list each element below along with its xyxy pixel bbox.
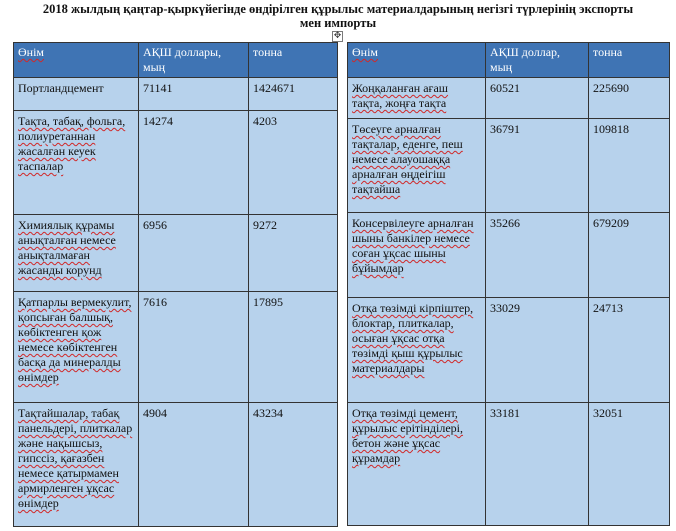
cell-usd: 14274 (139, 111, 249, 215)
header-product: Өнім (348, 43, 486, 78)
cell-usd: 6956 (139, 215, 249, 292)
table-row (348, 403, 670, 526)
cell-product: Консервілеуге арналған шыны банкілер немесе соған ұқсас шыны бұйымдар (348, 213, 486, 298)
cell-usd: 60521 (486, 78, 589, 119)
header-usd: АҚШ доллар, мың (486, 43, 589, 78)
cell-tonnes: 679209 (589, 213, 670, 298)
cell-product: Жоңқаланған ағаш тақта, жоңға тақта (348, 78, 486, 119)
header-product: Өнім (14, 43, 139, 78)
cell-product: Тақтайшалар, табақ панельдері, плиткалар және нақышсыз, гипссіз, қағазбен немесе қатырмамен армирленген ұқсас өнімдер (14, 403, 139, 527)
header-tonnes: тонна (249, 43, 338, 78)
cell-tonnes: 225690 (589, 78, 670, 119)
cell-product: Химиялық құрамы анықталған немесе анықталмаған жасанды корунд (14, 215, 139, 292)
cell-usd: 33181 (486, 403, 589, 526)
table-row (348, 298, 670, 403)
cell-usd: 4904 (139, 403, 249, 527)
cell-product: Портландцемент (14, 78, 139, 111)
table-header-row (348, 43, 670, 78)
cell-usd: 36791 (486, 119, 589, 213)
cell-usd: 33029 (486, 298, 589, 403)
right-table (347, 42, 670, 526)
cell-product: Төсеуге арналған тақталар, еденге, пеш немесе алауошаққа арналған өңдеігіш тақтайша (348, 119, 486, 213)
title-line-2: мен импорты (299, 16, 377, 30)
table-row (348, 213, 670, 298)
document-title (0, 2, 676, 30)
cell-usd: 71141 (139, 78, 249, 111)
cell-tonnes: 32051 (589, 403, 670, 526)
cell-usd: 35266 (486, 213, 589, 298)
move-arrows-icon[interactable]: ✥ (333, 31, 342, 41)
table-row (14, 403, 338, 527)
table-row (14, 111, 338, 215)
title-line-1: 2018 жылдың қаңтар-қыркүйегінде өндірілген құрылыс материалдарының негізгі түрлерінің экспорты (42, 2, 634, 16)
cell-product: Қатпарлы вермекулит, қопсыған балшық, көбіктенген қож немесе көбіктенген басқа да минералды өнімдер (14, 292, 139, 403)
cell-tonnes: 24713 (589, 298, 670, 403)
header-tonnes: тонна (589, 43, 670, 78)
cell-product: Отқа төзімді цемент, құрылыс ерітінділері, бетон және ұқсас құрамдар (348, 403, 486, 526)
left-table (13, 42, 338, 527)
cell-tonnes: 109818 (589, 119, 670, 213)
table-row (14, 292, 338, 403)
table-row (14, 215, 338, 292)
table-header-row (14, 43, 338, 78)
header-usd: АҚШ доллары, мың (139, 43, 249, 78)
cell-tonnes: 9272 (249, 215, 338, 292)
table-row (14, 78, 338, 111)
table-row (348, 119, 670, 213)
cell-tonnes: 17895 (249, 292, 338, 403)
cell-product: Тақта, табақ, фольга, полиуретаннан жасалған кеуек таспалар (14, 111, 139, 215)
cell-tonnes: 4203 (249, 111, 338, 215)
cell-tonnes: 43234 (249, 403, 338, 527)
cell-tonnes: 1424671 (249, 78, 338, 111)
cell-product: Отқа төзімді кірпіштер, блоктар, плиткалар, осыған ұқсас отқа төзімді қыш құрылыс материалдары (348, 298, 486, 403)
table-row (348, 78, 670, 119)
cell-usd: 7616 (139, 292, 249, 403)
